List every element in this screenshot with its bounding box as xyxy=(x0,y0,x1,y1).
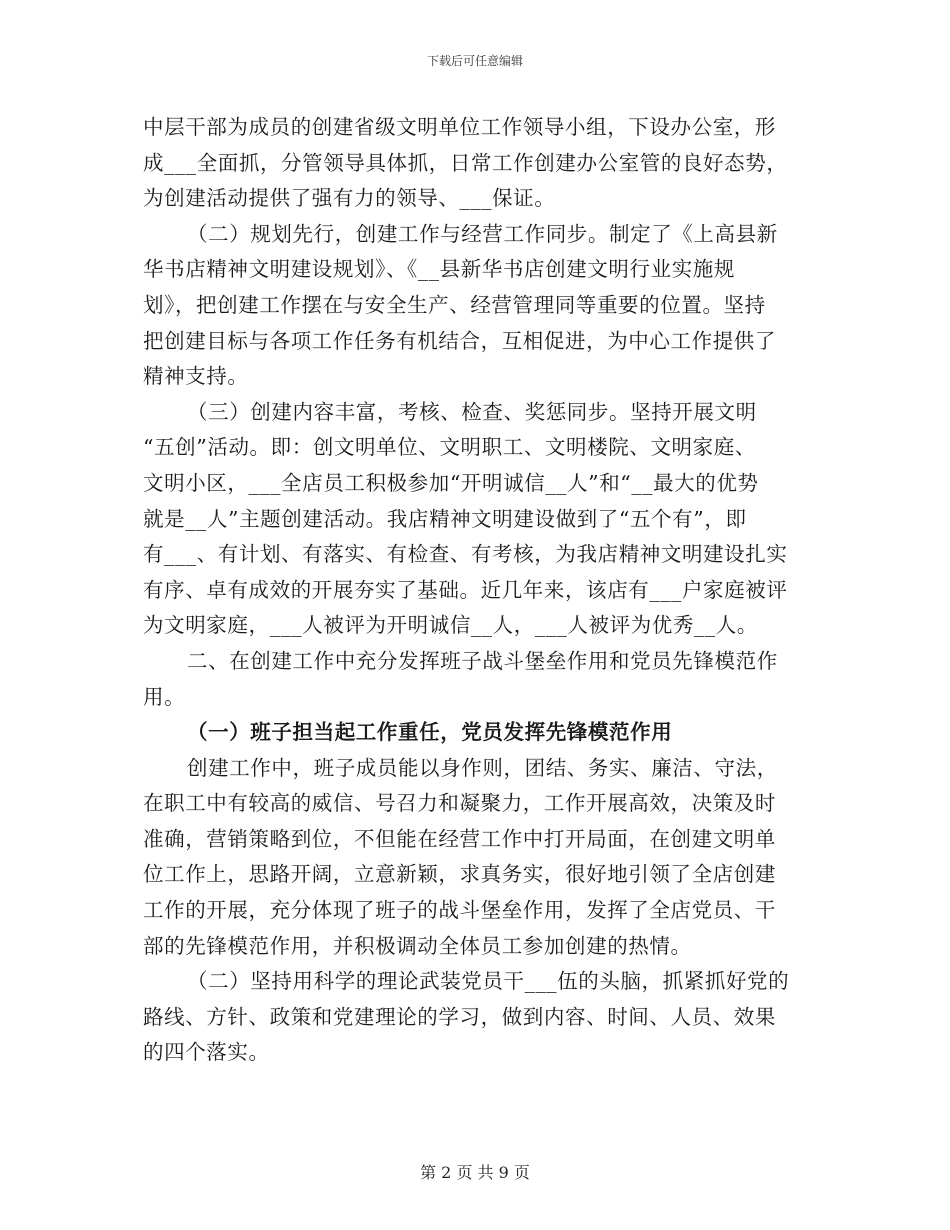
text-line: 中层干部为成员的创建省级文明单位工作领导小组，下设办公室，形 xyxy=(143,115,776,139)
page-header: 下载后可任意编辑 xyxy=(426,54,523,68)
text-line: 在职工中有较高的威信、号召力和凝聚力，工作开展高效，决策及时 xyxy=(143,791,776,816)
text-line: 为创建活动提供了强有力的领导、___保证。 xyxy=(143,186,556,211)
text-line: 精神支持。 xyxy=(143,364,249,389)
paragraph-start-line: （二）坚持用科学的理论武装党员干___伍的头脑，抓紧抓好党的 xyxy=(187,969,790,994)
text-line: “五创”活动。即：创文明单位、文明职工、文明楼院、文明家庭、 xyxy=(143,435,756,460)
text-line: 路线、方针、政策和党建理论的学习，做到内容、时间、人员、效果 xyxy=(143,1004,776,1029)
text-line: 有序、卓有成效的开展夯实了基础。近几年来，该店有___户家庭被评 xyxy=(143,577,788,602)
paragraph-start-line: （二）规划先行，创建工作与经营工作同步。制定了《上高县新 xyxy=(187,221,778,246)
text-line: 位工作上，思路开阔，立意新颖，求真务实，很好地引领了全店创建 xyxy=(143,862,776,887)
document-body xyxy=(143,110,813,1071)
paragraph-start-line: 创建工作中，班子成员能以身作则，团结、务实、廉洁、守法， xyxy=(187,755,778,780)
text-line: 文明小区，___全店员工积极参加“开明诚信__人”和“__最大的优势 xyxy=(143,470,759,495)
text-line: 把创建目标与各项工作任务有机结合，互相促进，为中心工作提供了 xyxy=(143,328,776,353)
text-line: 部的先锋模范作用，并积极调动全体员工参加创建的热情。 xyxy=(143,933,692,958)
text-line: 就是__人”主题创建活动。我店精神文明建设做到了“五个有”，即 xyxy=(143,506,747,531)
section-heading-line: 二、在创建工作中充分发挥班子战斗堡垒作用和党员先锋模范作 xyxy=(187,648,778,673)
paragraph-start-line: （三）创建内容丰富，考核、检查、奖惩同步。坚持开展文明 xyxy=(187,399,757,424)
text-line: 为文明家庭，___人被评为开明诚信__人，___人被评为优秀__人。 xyxy=(143,613,758,638)
text-line: 划》，把创建工作摆在与安全生产、经营管理同等重要的位置。坚持 xyxy=(143,292,766,317)
text-line: 工作的开展，充分体现了班子的战斗堡垒作用，发挥了全店党员、干 xyxy=(143,898,776,923)
subsection-heading: （一）班子担当起工作重任，党员发挥先锋模范作用 xyxy=(187,720,673,745)
text-line: 的四个落实。 xyxy=(143,1040,270,1065)
text-line: 华书店精神文明建设规划》、《__县新华书店创建文明行业实施规 xyxy=(143,257,735,282)
text-line: 准确，营销策略到位，不但能在经营工作中打开局面，在创建文明单 xyxy=(143,826,776,851)
page-number-footer: 第 2 页 共 9 页 xyxy=(420,1163,530,1182)
text-line: 用。 xyxy=(143,684,186,709)
text-line: 成___全面抓，分管领导具体抓，日常工作创建办公室管的良好态势， xyxy=(143,150,788,175)
text-line: 有___、有计划、有落实、有检查、有考核，为我店精神文明建设扎实 xyxy=(143,542,788,567)
